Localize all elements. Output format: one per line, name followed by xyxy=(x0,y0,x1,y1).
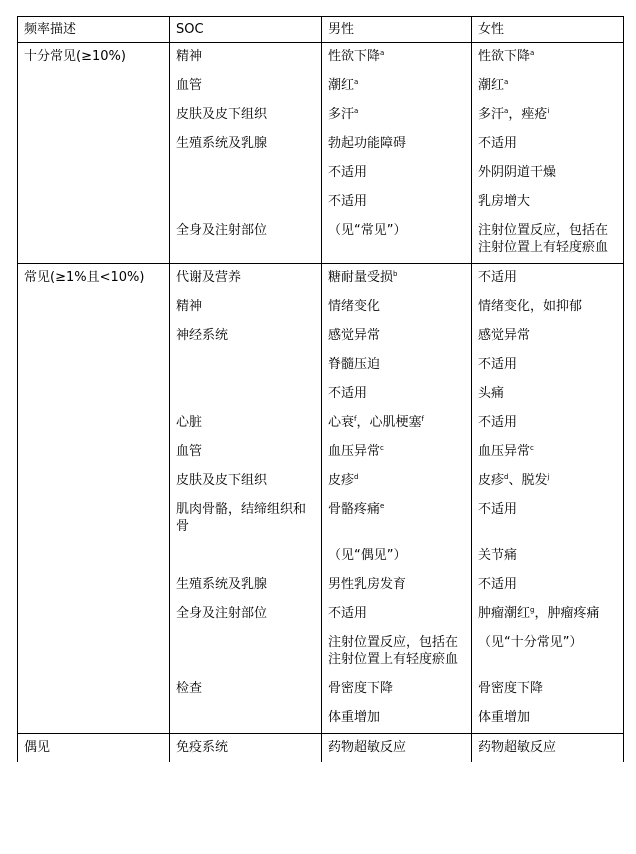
cell-text: 多汗 xyxy=(478,107,505,122)
cell-text: ，肿瘤疼痛 xyxy=(534,606,600,621)
cell-text: 药物超敏反应 xyxy=(478,740,557,755)
cell-text: 不适用 xyxy=(478,357,518,372)
female-cell xyxy=(472,217,624,264)
soc-cell xyxy=(170,159,322,188)
female-cell xyxy=(472,496,624,542)
male-cell xyxy=(322,293,472,322)
male-cell xyxy=(322,675,472,704)
footnote-marker: e xyxy=(380,502,385,510)
soc-cell xyxy=(170,542,322,571)
cell-text: 血压异常 xyxy=(328,444,381,459)
female-cell xyxy=(472,467,624,496)
cell-text: 体重增加 xyxy=(478,710,531,725)
female-cell xyxy=(472,409,624,438)
cell-text: 注射位置反应，包括在注射位置上有轻度瘀血 xyxy=(478,223,609,255)
female-cell xyxy=(472,188,624,217)
header-frequency: 频率描述 xyxy=(18,17,170,43)
soc-cell xyxy=(170,188,322,217)
cell-text: 多汗 xyxy=(328,107,355,122)
male-cell xyxy=(322,130,472,159)
soc-cell: 神经系统 xyxy=(170,322,322,351)
footnote-marker: c xyxy=(380,444,384,452)
cell-text: 药物超敏反应 xyxy=(328,740,407,755)
male-cell xyxy=(322,600,472,629)
footnote-marker: a xyxy=(530,49,535,57)
header-soc: SOC xyxy=(170,17,322,43)
cell-text: 情绪变化，如抑郁 xyxy=(478,299,583,314)
cell-text: 外阴阴道干燥 xyxy=(478,165,557,180)
male-cell xyxy=(322,542,472,571)
frequency-cell: 十分常见(≥10%) xyxy=(18,43,170,264)
male-cell xyxy=(322,72,472,101)
cell-text: 感觉异常 xyxy=(478,328,531,343)
male-cell xyxy=(322,380,472,409)
frequency-cell: 偶见 xyxy=(18,734,170,763)
table-body xyxy=(18,43,624,763)
female-cell xyxy=(472,542,624,571)
cell-text: 血压异常 xyxy=(478,444,531,459)
cell-text: 不适用 xyxy=(478,270,518,285)
cell-text: 心衰 xyxy=(328,415,355,430)
female-cell xyxy=(472,600,624,629)
cell-text: 骨骼疼痛 xyxy=(328,502,381,517)
soc-cell: 精神 xyxy=(170,43,322,73)
soc-cell: 心脏 xyxy=(170,409,322,438)
female-cell xyxy=(472,351,624,380)
footnote-marker: b xyxy=(393,270,398,278)
cell-text: 潮红 xyxy=(478,78,505,93)
male-cell xyxy=(322,734,472,763)
cell-text: 性欲下降 xyxy=(328,49,381,64)
soc-cell xyxy=(170,380,322,409)
adverse-reactions-table xyxy=(17,16,624,762)
footnote-marker: d xyxy=(354,473,359,481)
male-cell xyxy=(322,629,472,675)
male-cell xyxy=(322,409,472,438)
male-cell xyxy=(322,704,472,734)
male-cell xyxy=(322,467,472,496)
female-cell xyxy=(472,380,624,409)
cell-text: ，痤疮 xyxy=(508,107,548,122)
cell-text: 性欲下降 xyxy=(478,49,531,64)
cell-text: 感觉异常 xyxy=(328,328,381,343)
cell-text: ，心肌梗塞 xyxy=(356,415,422,430)
female-cell xyxy=(472,293,624,322)
cell-text: 男性乳房发育 xyxy=(328,577,407,592)
footnote-marker: a xyxy=(380,49,385,57)
male-cell xyxy=(322,496,472,542)
male-cell xyxy=(322,101,472,130)
female-cell xyxy=(472,264,624,294)
footnote-marker: a xyxy=(354,78,359,86)
footnote-marker: c xyxy=(530,444,534,452)
header-female: 女性 xyxy=(472,17,624,43)
footnote-marker: f xyxy=(354,415,357,423)
soc-cell xyxy=(170,629,322,675)
male-cell xyxy=(322,188,472,217)
female-cell xyxy=(472,159,624,188)
female-cell xyxy=(472,629,624,675)
female-cell xyxy=(472,675,624,704)
male-cell xyxy=(322,43,472,73)
female-cell xyxy=(472,322,624,351)
cell-text: 不适用 xyxy=(328,386,368,401)
soc-cell: 全身及注射部位 xyxy=(170,217,322,264)
soc-cell: 精神 xyxy=(170,293,322,322)
footnote-marker: d xyxy=(504,473,509,481)
cell-text: 不适用 xyxy=(478,502,518,517)
female-cell xyxy=(472,130,624,159)
cell-text: 体重增加 xyxy=(328,710,381,725)
footnote-marker: a xyxy=(354,107,359,115)
soc-cell: 生殖系统及乳腺 xyxy=(170,571,322,600)
cell-text: 骨密度下降 xyxy=(478,681,544,696)
cell-text: 皮疹 xyxy=(328,473,355,488)
soc-cell: 皮肤及皮下组织 xyxy=(170,467,322,496)
female-cell xyxy=(472,101,624,130)
footnote-marker: f xyxy=(421,415,424,423)
cell-text: 糖耐量受损 xyxy=(328,270,394,285)
cell-text: 不适用 xyxy=(328,165,368,180)
footnote-marker: a xyxy=(504,78,509,86)
male-cell xyxy=(322,322,472,351)
cell-text: 皮疹 xyxy=(478,473,505,488)
female-cell xyxy=(472,571,624,600)
female-cell xyxy=(472,43,624,73)
frequency-cell: 常见(≥1%且<10%) xyxy=(18,264,170,734)
cell-text: 不适用 xyxy=(328,194,368,209)
footnote-marker: g xyxy=(530,606,535,614)
cell-text: 肿瘤潮红 xyxy=(478,606,531,621)
cell-text: 骨密度下降 xyxy=(328,681,394,696)
cell-text: 不适用 xyxy=(478,136,518,151)
female-cell xyxy=(472,72,624,101)
table-row xyxy=(18,734,624,763)
cell-text: 、脱发 xyxy=(508,473,548,488)
soc-cell: 肌肉骨骼，结缔组织和骨 xyxy=(170,496,322,542)
soc-cell: 血管 xyxy=(170,438,322,467)
cell-text: 勃起功能障碍 xyxy=(328,136,407,151)
footnote-marker: a xyxy=(504,107,509,115)
soc-cell: 免疫系统 xyxy=(170,734,322,763)
header-row xyxy=(18,17,624,43)
soc-cell: 代谢及营养 xyxy=(170,264,322,294)
cell-text: 情绪变化 xyxy=(328,299,381,314)
cell-text: 潮红 xyxy=(328,78,355,93)
male-cell xyxy=(322,438,472,467)
soc-cell: 检查 xyxy=(170,675,322,704)
cell-text: 头痛 xyxy=(478,386,505,401)
male-cell xyxy=(322,159,472,188)
female-cell xyxy=(472,704,624,734)
cell-text: 脊髓压迫 xyxy=(328,357,381,372)
header-male: 男性 xyxy=(322,17,472,43)
soc-cell: 血管 xyxy=(170,72,322,101)
male-cell xyxy=(322,351,472,380)
soc-cell xyxy=(170,351,322,380)
footnote-marker: j xyxy=(547,473,550,481)
soc-cell: 生殖系统及乳腺 xyxy=(170,130,322,159)
male-cell xyxy=(322,571,472,600)
cell-text: （见“十分常见”） xyxy=(478,635,583,650)
table-row xyxy=(18,264,624,294)
cell-text: 不适用 xyxy=(478,577,518,592)
cell-text: （见“偶见”） xyxy=(328,548,407,563)
cell-text: 关节痛 xyxy=(478,548,518,563)
cell-text: 不适用 xyxy=(478,415,518,430)
female-cell xyxy=(472,734,624,763)
cell-text: 注射位置反应，包括在注射位置上有轻度瘀血 xyxy=(328,635,459,667)
male-cell xyxy=(322,264,472,294)
table-row xyxy=(18,43,624,73)
soc-cell: 皮肤及皮下组织 xyxy=(170,101,322,130)
cell-text: 乳房增大 xyxy=(478,194,531,209)
male-cell xyxy=(322,217,472,264)
soc-cell: 全身及注射部位 xyxy=(170,600,322,629)
cell-text: （见“常见”） xyxy=(328,223,407,238)
cell-text: 不适用 xyxy=(328,606,368,621)
female-cell xyxy=(472,438,624,467)
footnote-marker: i xyxy=(547,107,550,115)
soc-cell xyxy=(170,704,322,734)
